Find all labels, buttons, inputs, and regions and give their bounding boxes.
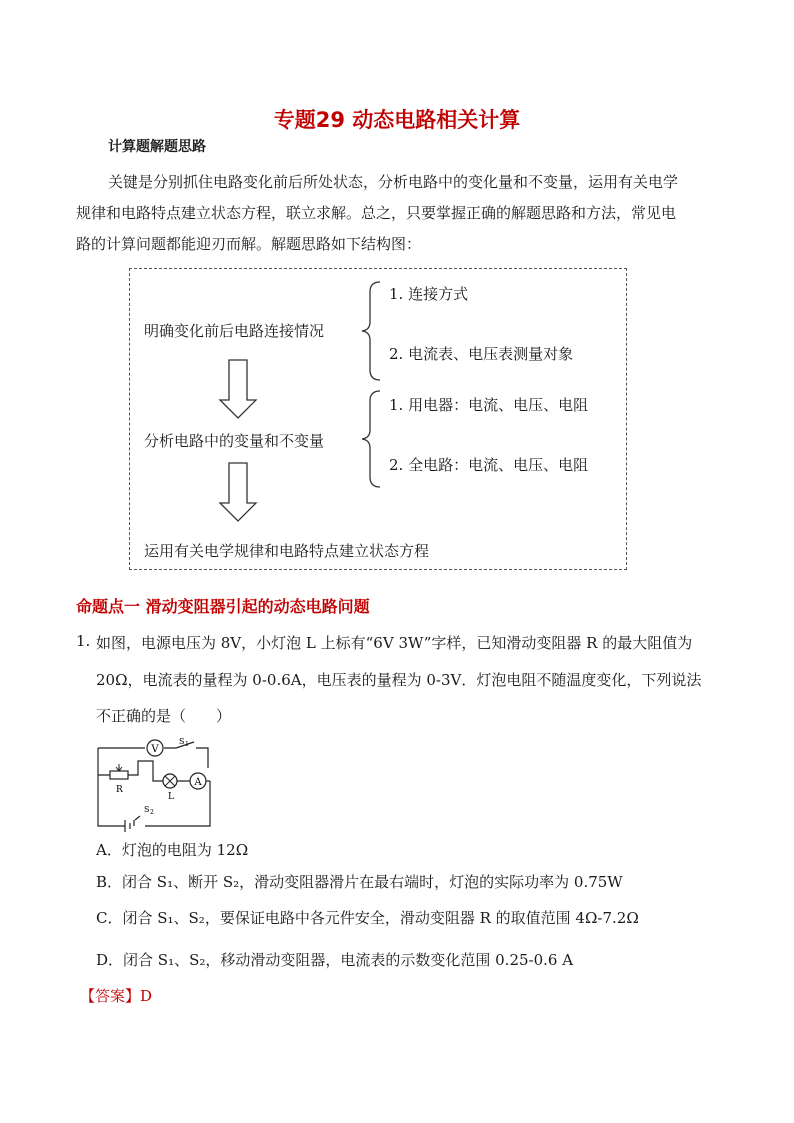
svg-text:R: R xyxy=(116,785,123,795)
ammeter-icon xyxy=(190,773,206,789)
svg-text:V: V xyxy=(151,744,159,755)
flow-step-2-item: 1. 用电器：电流、电压、电阻 xyxy=(389,396,589,414)
rheostat-icon xyxy=(110,764,128,795)
brace-left-icon xyxy=(362,391,380,487)
option-a: A．灯泡的电阻为 12Ω xyxy=(96,841,249,859)
svg-text:1: 1 xyxy=(185,741,189,748)
answer-label: 【答案】 xyxy=(80,987,141,1005)
question-line: 20Ω，电流表的量程为 0-0.6A，电压表的量程为 0-3V．灯泡电阻不随温度变化，下列说法 xyxy=(96,671,702,689)
intro-line: 路的计算问题都能迎刃而解。解题思路如下结构图： xyxy=(76,235,422,253)
lamp-icon xyxy=(163,774,177,802)
option-d: D．闭合 S₁、S₂，移动滑动变阻器，电流表的示数变化范围 0.25-0.6 A xyxy=(96,951,574,969)
flow-step-3: 运用有关电学规律和电路特点建立状态方程 xyxy=(144,542,430,560)
flow-step-1-item: 2. 电流表、电压表测量对象 xyxy=(389,345,574,363)
svg-text:S: S xyxy=(144,805,150,814)
question-line: 不正确的是（ ） xyxy=(96,707,232,725)
question-line: 如图，电源电压为 8V，小灯泡 L 上标有“6V 3W”字样，已知滑动变阻器 R 的最大阻值为 xyxy=(96,634,693,652)
svg-text:2: 2 xyxy=(150,809,154,816)
option-c: C．闭合 S₁、S₂，要保证电路中各元件安全，滑动变阻器 R 的取值范围 4Ω-7.2Ω xyxy=(96,909,639,927)
intro-line: 规律和电路特点建立状态方程，联立求解。总之，只要掌握正确的解题思路和方法，常见电 xyxy=(76,204,677,222)
page-title: 专题29 动态电路相关计算 xyxy=(273,108,521,132)
switch-s2-icon xyxy=(135,816,140,820)
option-b: B．闭合 S₁、断开 S₂，滑动变阻器滑片在最右端时，灯泡的实际功率为 0.75W xyxy=(96,873,623,891)
voltmeter-icon xyxy=(147,740,163,756)
answer xyxy=(80,985,152,1006)
flow-step-1-item: 1. 连接方式 xyxy=(389,285,469,303)
brace-left-icon xyxy=(362,282,380,380)
circuit-diagram xyxy=(90,736,220,836)
flow-step-2: 分析电路中的变量和不变量 xyxy=(144,432,325,450)
flow-step-2-item: 2. 全电路：电流、电压、电阻 xyxy=(389,456,589,474)
down-arrow-icon xyxy=(220,463,256,521)
svg-text:L: L xyxy=(168,792,174,802)
subheading: 计算题解题思路 xyxy=(108,139,206,155)
answer-value: D xyxy=(140,987,153,1005)
section-title: 命题点一 滑动变阻器引起的动态电路问题 xyxy=(76,597,370,616)
svg-text:S: S xyxy=(179,737,185,746)
question-number: 1. xyxy=(76,632,91,650)
down-arrow-icon xyxy=(220,360,256,418)
flow-step-1: 明确变化前后电路连接情况 xyxy=(144,322,325,340)
intro-line: 关键是分别抓住电路变化前后所处状态，分析电路中的变化量和不变量，运用有关电学 xyxy=(108,173,679,191)
svg-text:A: A xyxy=(194,777,202,788)
